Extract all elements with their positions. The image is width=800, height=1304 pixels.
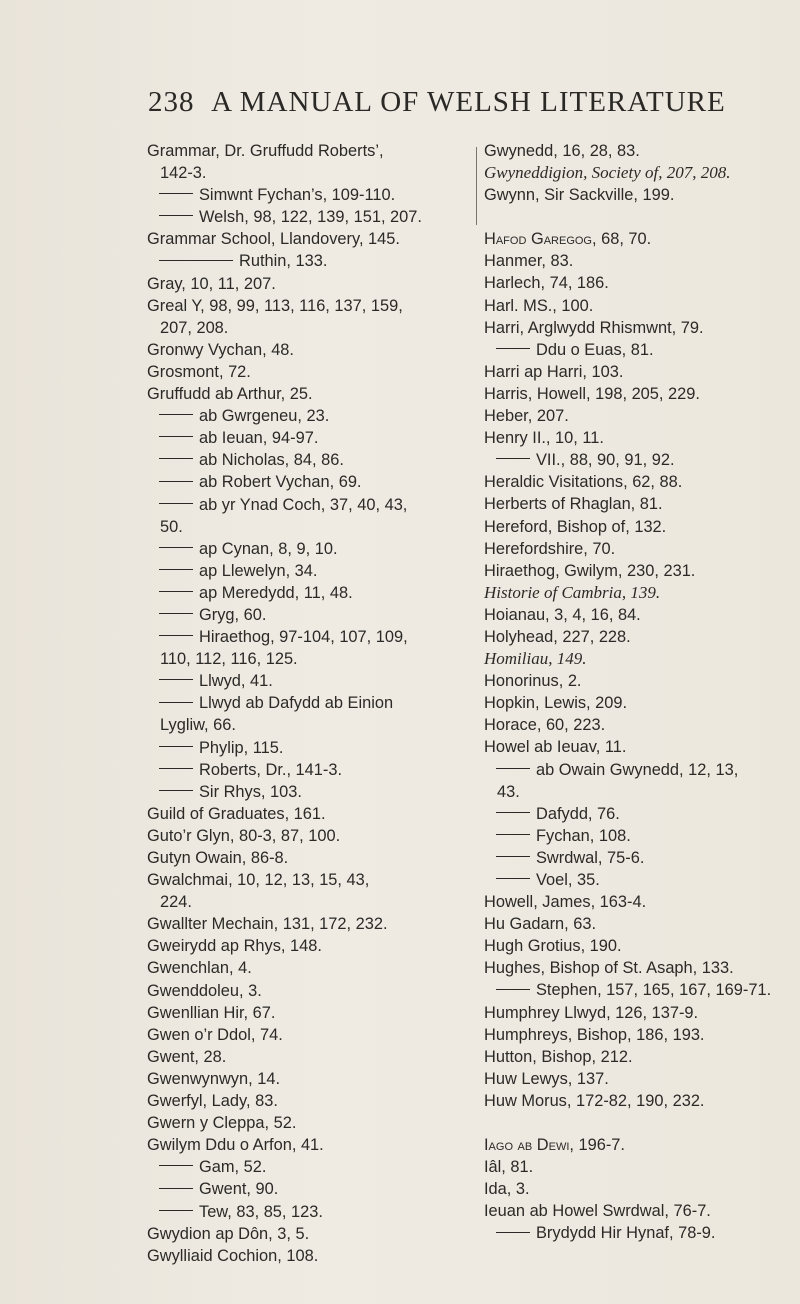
index-entry: Stephen, 157, 165, 167, 169-71. [484,979,800,1001]
index-entry: Sir Rhys, 103. [147,781,477,803]
index-entry: Llwyd, 41. [147,670,477,692]
index-entry: Herefordshire, 70. [484,539,616,558]
index-entry: Harri ap Harri, 103. [484,362,624,381]
index-entry: Grosmont, 72. [147,362,251,381]
index-entry: ab Ieuan, 94-97. [147,427,477,449]
index-entry: Simwnt Fychan’s, 109-110. [147,184,477,206]
index-entry: Honorinus, 2. [484,672,582,691]
index-entry: Hughes, Bishop of St. Asaph, 133. [484,959,734,978]
index-entry: Ida, 3. [484,1180,530,1199]
index-entry: 110, 112, 116, 125. [160,650,298,669]
index-entry: 207, 208. [160,318,229,337]
index-entry: Roberts, Dr., 141-3. [147,759,477,781]
index-entry: Gwenchlan, 4. [147,959,252,978]
index-entry: Grammar, Dr. Gruffudd Roberts’, [147,142,384,160]
index-entry: Voel, 35. [484,869,800,891]
index-entry: Herberts of Rhaglan, 81. [484,495,663,514]
index-entry: Gryg, 60. [147,604,477,626]
index-entry: ap Meredydd, 11, 48. [147,582,477,604]
index-entry: 50. [160,517,183,536]
index-entry: Gweirydd ap Rhys, 148. [147,937,322,956]
index-entry: Historie of Cambria, 139. [484,582,661,602]
section-gap [484,1112,800,1134]
index-entry: Hu Gadarn, 63. [484,915,597,934]
index-entry: VII., 88, 90, 91, 92. [484,449,800,471]
index-entry: Dafydd, 76. [484,803,800,825]
index-entry: Homiliau, 149. [484,649,587,669]
index-entry: Guto’r Glyn, 80-3, 87, 100. [147,826,341,845]
page-number: 238 [148,86,195,118]
index-entry: ab Owain Gwynedd, 12, 13, [484,759,800,781]
index-entry: Gwallter Mechain, 131, 172, 232. [147,915,388,934]
index-entry: Gronwy Vychan, 48. [147,340,294,359]
page-title: A MANUAL OF WELSH LITERATURE [211,86,726,118]
index-entry: Gwern y Cleppa, 52. [147,1114,297,1133]
index-entry: Huw Morus, 172-82, 190, 232. [484,1091,705,1110]
index-entry: Ddu o Euas, 81. [484,339,800,361]
index-entry: Hiraethog, Gwilym, 230, 231. [484,561,696,580]
index-entry: Gray, 10, 11, 207. [147,274,276,293]
index-entry: Hanmer, 83. [484,252,574,271]
index-entry: Hoianau, 3, 4, 16, 84. [484,605,641,624]
index-entry: Gwerfyl, Lady, 83. [147,1092,278,1111]
index-column-left [147,140,477,1267]
index-entry: Welsh, 98, 122, 139, 151, 207. [147,206,477,228]
index-entry: ab Nicholas, 84, 86. [147,449,477,471]
section-gap [484,206,800,228]
index-entry: Brydydd Hir Hynaf, 78-9. [484,1222,800,1244]
index-entry: Lygliw, 66. [160,716,236,735]
index-entry: Gwenllian Hir, 67. [147,1003,276,1022]
index-entry: Howel ab Ieuav, 11. [484,738,627,757]
index-entry: Swrdwal, 75-6. [484,847,800,869]
index-entry: Hafod Garegog, 68, 70. [484,230,652,249]
index-entry: Gwynn, Sir Sackville, 199. [484,186,675,205]
index-entry: Gam, 52. [147,1156,477,1178]
index-entry: Iâl, 81. [484,1158,534,1177]
index-entry: Guild of Graduates, 161. [147,804,326,823]
index-entry: ab Gwrgeneu, 23. [147,405,477,427]
index-entry: Humphrey Llwyd, 126, 137-9. [484,1003,699,1022]
index-entry: Hopkin, Lewis, 209. [484,694,628,713]
index-entry: Howell, James, 163-4. [484,893,647,912]
index-entry: Iago ab Dewi, 196-7. [484,1136,625,1155]
index-entry: Gwynedd, 16, 28, 83. [484,142,640,160]
index-entry: Gwalchmai, 10, 12, 13, 15, 43, [147,871,370,890]
index-entry: Huw Lewys, 137. [484,1069,609,1088]
index-entry: Fychan, 108. [484,825,800,847]
index-entry: Humphreys, Bishop, 186, 193. [484,1025,705,1044]
index-entry: 142-3. [160,164,207,183]
index-entry: Henry II., 10, 11. [484,429,604,448]
index-entry: Greal Y, 98, 99, 113, 116, 137, 159, [147,296,403,315]
index-entry: Horace, 60, 223. [484,716,606,735]
index-entry: Ieuan ab Howel Swrdwal, 76-7. [484,1202,711,1221]
index-entry: ab yr Ynad Coch, 37, 40, 43, [147,494,477,516]
index-entry: Ruthin, 133. [147,250,477,272]
index-entry: Holyhead, 227, 228. [484,627,631,646]
index-entry: Gwent, 90. [147,1178,477,1200]
index-entry: Gruffudd ab Arthur, 25. [147,385,313,404]
index-entry: Hutton, Bishop, 212. [484,1047,633,1066]
index-entry: Gwyneddigion, Society of, 207, 208. [484,163,731,183]
index-entry: Heber, 207. [484,407,569,426]
index-entry: Hiraethog, 97-104, 107, 109, [147,626,477,648]
index-entry: Harri, Arglwydd Rhismwnt, 79. [484,318,704,337]
index-entry: Gwydion ap Dôn, 3, 5. [147,1224,310,1243]
index-entry: Gwylliaid Cochion, 108. [147,1246,319,1265]
index-entry: Gutyn Owain, 86-8. [147,849,289,867]
index-entry: Gwenwynwyn, 14. [147,1069,281,1088]
index-entry: 224. [160,893,192,912]
index-entry: Hugh Grotius, 190. [484,937,622,956]
index-entry: Phylip, 115. [147,737,477,759]
index-entry: Hereford, Bishop of, 132. [484,517,667,536]
index-entry: ap Cynan, 8, 9, 10. [147,538,477,560]
index-entry: Gwent, 28. [147,1047,227,1066]
index-entry: Grammar School, Llandovery, 145. [147,230,400,249]
index-entry: Llwyd ab Dafydd ab Einion [147,692,477,714]
running-header [148,86,788,119]
index-entry: Harl. MS., 100. [484,296,594,315]
index-entry: Gwen o’r Ddol, 74. [147,1025,283,1044]
index-entry: Gwilym Ddu o Arfon, 41. [147,1136,324,1155]
index-entry: Heraldic Visitations, 62, 88. [484,473,683,492]
index-entry: Harris, Howell, 198, 205, 229. [484,384,700,403]
index-column-right [484,140,800,1245]
index-entry: 43. [497,782,520,801]
index-entry: Gwenddoleu, 3. [147,981,262,1000]
index-entry: ab Robert Vychan, 69. [147,471,477,493]
index-entry: ap Llewelyn, 34. [147,560,477,582]
index-entry: Tew, 83, 85, 123. [147,1201,477,1223]
index-entry: Harlech, 74, 186. [484,274,609,293]
